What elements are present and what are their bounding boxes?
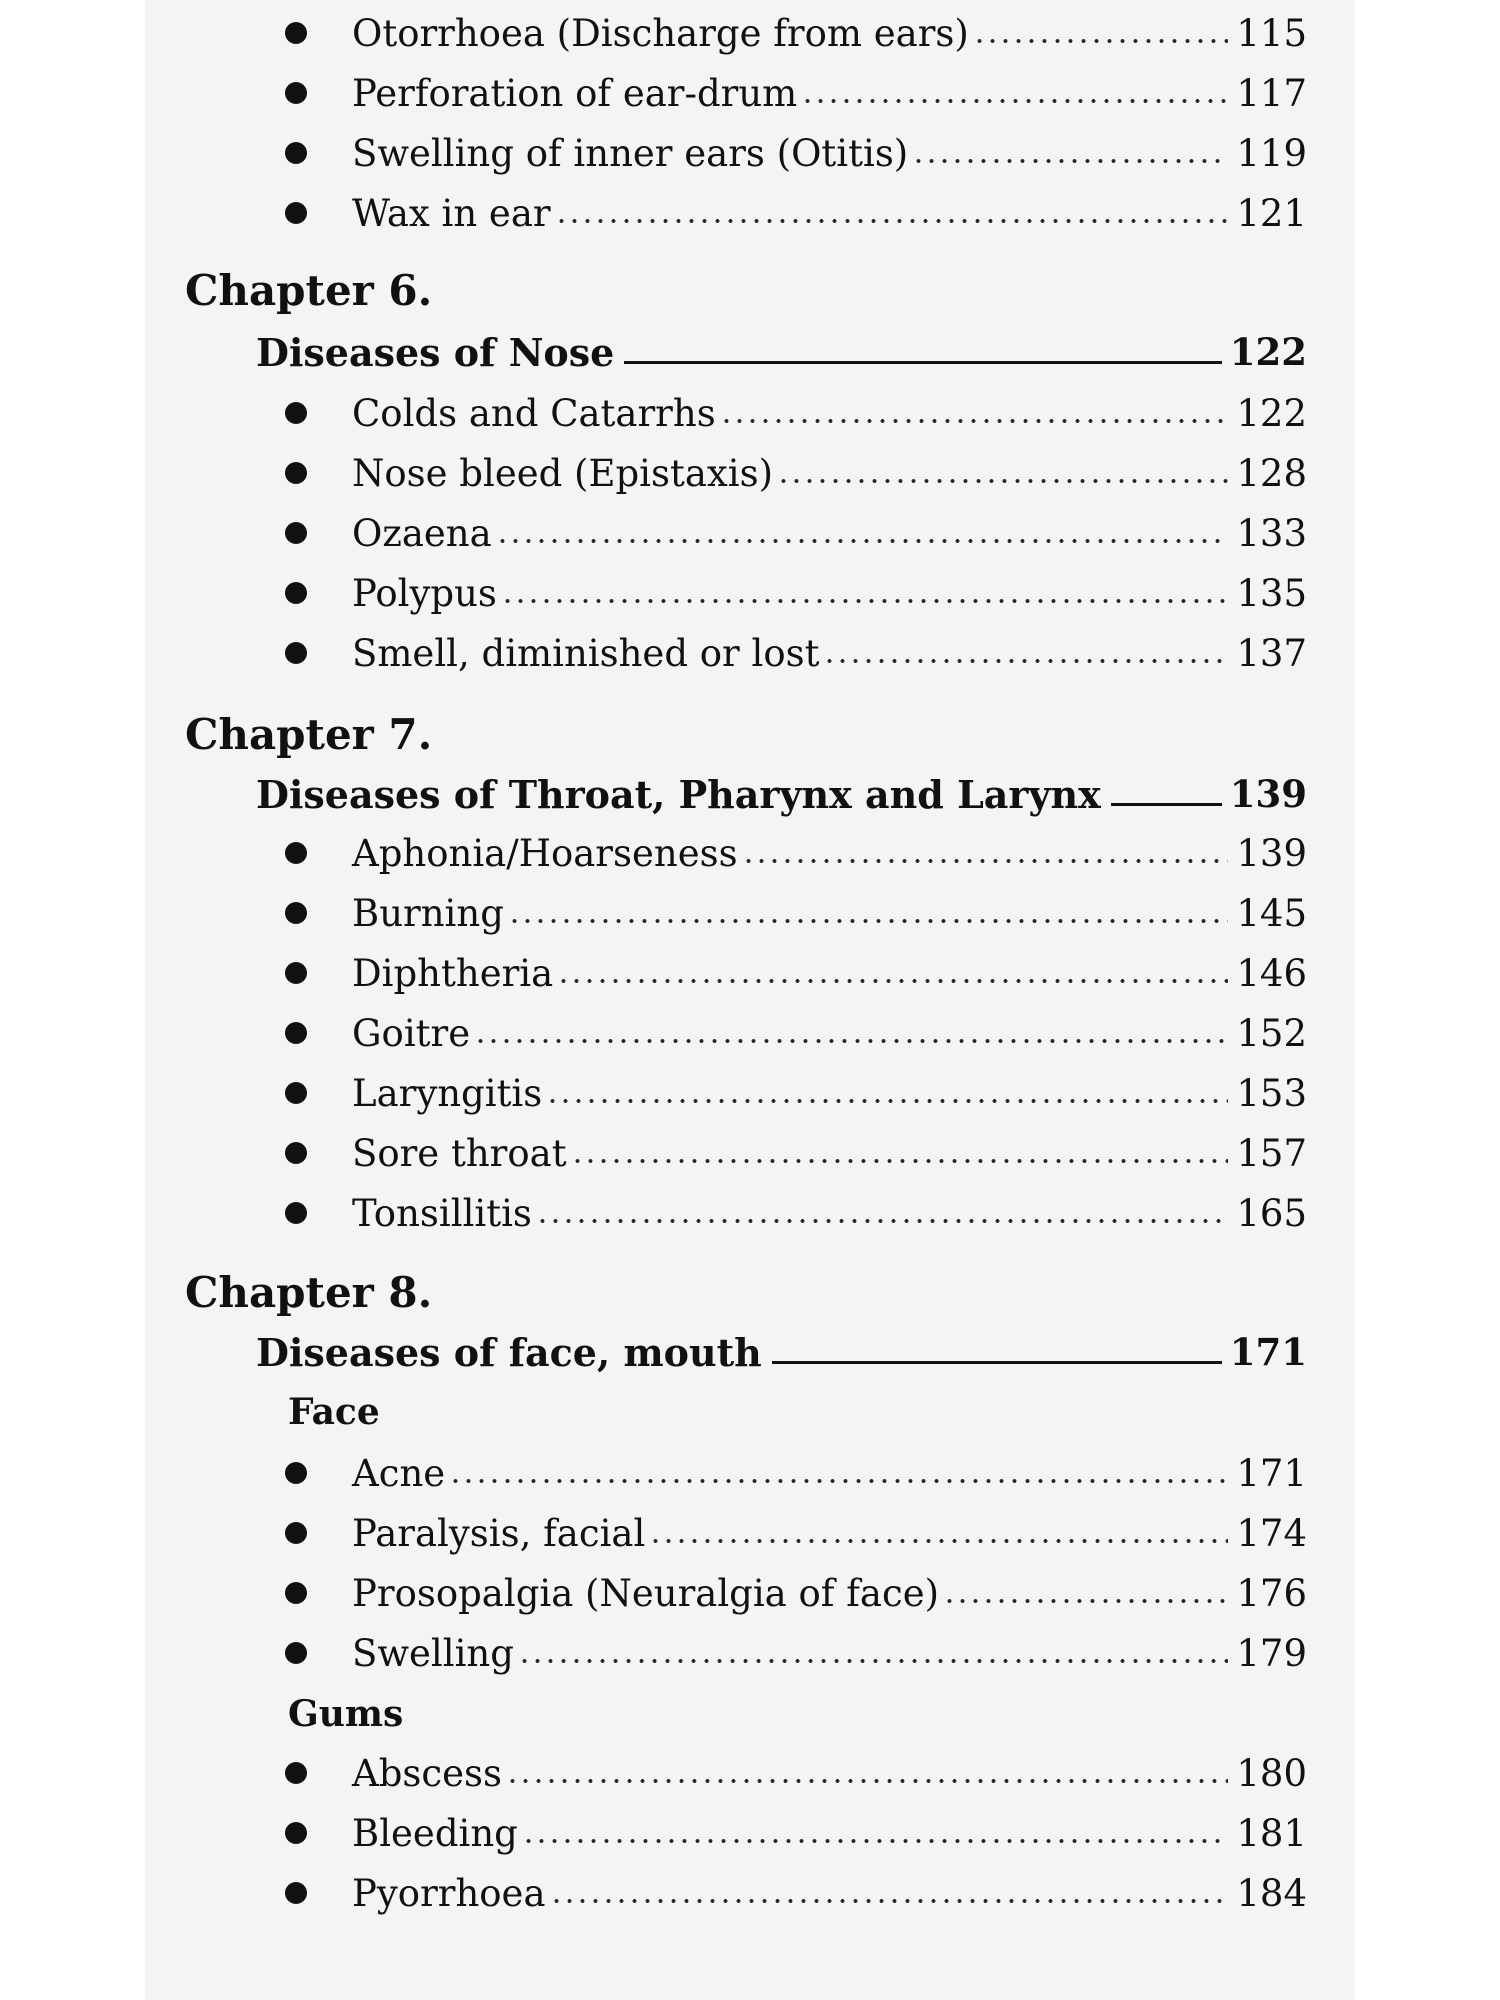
bullet-icon bbox=[285, 1022, 307, 1044]
dot-leader bbox=[555, 218, 1229, 224]
bullet-icon bbox=[285, 1522, 307, 1544]
dot-leader bbox=[973, 38, 1229, 44]
entry-page: 153 bbox=[1236, 1071, 1307, 1115]
entry-label: Goitre bbox=[352, 1011, 471, 1055]
dot-leader bbox=[777, 478, 1228, 484]
toc-entry bbox=[285, 1748, 1307, 1798]
dot-leader bbox=[801, 98, 1228, 104]
entry-page: 145 bbox=[1236, 891, 1307, 935]
toc-entry bbox=[285, 1068, 1307, 1118]
entry-page: 135 bbox=[1236, 571, 1307, 615]
toc-entry bbox=[285, 1128, 1307, 1178]
bullet-icon bbox=[285, 1582, 307, 1604]
dot-leader bbox=[742, 858, 1229, 864]
bullet-icon bbox=[285, 1822, 307, 1844]
dot-leader bbox=[912, 158, 1228, 164]
toc-entry bbox=[285, 1448, 1307, 1498]
bullet-icon bbox=[285, 1642, 307, 1664]
bullet-icon bbox=[285, 1202, 307, 1224]
dot-leader bbox=[449, 1478, 1228, 1484]
dot-leader bbox=[474, 1038, 1228, 1044]
bullet-icon bbox=[285, 842, 307, 864]
dot-leader bbox=[506, 1778, 1228, 1784]
bullet-icon bbox=[285, 1142, 307, 1164]
subsection-heading: Face bbox=[288, 1391, 380, 1433]
entry-page: 179 bbox=[1236, 1631, 1307, 1675]
entry-label: Perforation of ear-drum bbox=[352, 71, 798, 115]
entry-label: Prosopalgia (Neuralgia of face) bbox=[352, 1571, 940, 1615]
dot-leader bbox=[518, 1658, 1228, 1664]
entry-page: 117 bbox=[1236, 71, 1307, 115]
section-page: 139 bbox=[1229, 772, 1307, 816]
entry-label: Diphtheria bbox=[352, 951, 554, 995]
entry-label: Aphonia/Hoarseness bbox=[352, 831, 738, 875]
entry-label: Nose bleed (Epistaxis) bbox=[352, 451, 774, 495]
chapter-heading: Chapter 7. bbox=[185, 709, 433, 759]
toc-entry bbox=[285, 948, 1307, 998]
dot-leader bbox=[943, 1598, 1228, 1604]
entry-label: Tonsillitis bbox=[352, 1191, 532, 1235]
bullet-icon bbox=[285, 462, 307, 484]
entry-page: 184 bbox=[1236, 1871, 1307, 1915]
toc-entry bbox=[285, 1008, 1307, 1058]
chapter-heading: Chapter 6. bbox=[185, 265, 433, 315]
bullet-icon bbox=[285, 962, 307, 984]
toc-entry bbox=[285, 568, 1307, 618]
entry-label: Pyorrhoea bbox=[352, 1871, 546, 1915]
entry-page: 181 bbox=[1236, 1811, 1307, 1855]
toc-entry bbox=[285, 68, 1307, 118]
entry-label: Wax in ear bbox=[352, 191, 551, 235]
toc-entry bbox=[285, 1868, 1307, 1918]
dot-leader bbox=[550, 1898, 1229, 1904]
entry-page: 137 bbox=[1236, 631, 1307, 675]
dot-leader bbox=[557, 978, 1228, 984]
toc-entry bbox=[285, 128, 1307, 178]
entry-label: Abscess bbox=[352, 1751, 502, 1795]
entry-label: Otorrhoea (Discharge from ears) bbox=[352, 11, 969, 55]
entry-page: 146 bbox=[1236, 951, 1307, 995]
entry-page: 176 bbox=[1236, 1571, 1307, 1615]
entry-label: Paralysis, facial bbox=[352, 1511, 646, 1555]
dot-leader bbox=[501, 598, 1228, 604]
toc-entry bbox=[285, 1188, 1307, 1238]
entry-label: Smell, diminished or lost bbox=[352, 631, 820, 675]
entry-page: 174 bbox=[1236, 1511, 1307, 1555]
bullet-icon bbox=[285, 402, 307, 424]
toc-entry bbox=[285, 388, 1307, 438]
dot-leader bbox=[571, 1158, 1229, 1164]
bullet-icon bbox=[285, 522, 307, 544]
bullet-icon bbox=[285, 142, 307, 164]
entry-page: 157 bbox=[1236, 1131, 1307, 1175]
section-title: Diseases of face, mouth bbox=[256, 1329, 762, 1375]
section-title: Diseases of Nose bbox=[256, 329, 615, 375]
section-title: Diseases of Throat, Pharynx and Larynx bbox=[256, 771, 1101, 817]
bullet-icon bbox=[285, 1882, 307, 1904]
bullet-icon bbox=[285, 22, 307, 44]
toc-entry bbox=[285, 628, 1307, 678]
entry-page: 180 bbox=[1236, 1751, 1307, 1795]
bullet-icon bbox=[285, 642, 307, 664]
entry-page: 152 bbox=[1236, 1011, 1307, 1055]
toc-entry bbox=[285, 1808, 1307, 1858]
entry-page: 121 bbox=[1236, 191, 1307, 235]
entry-page: 119 bbox=[1236, 131, 1307, 175]
section-page: 122 bbox=[1229, 330, 1307, 374]
entry-label: Ozaena bbox=[352, 511, 492, 555]
bullet-icon bbox=[285, 902, 307, 924]
bullet-icon bbox=[285, 1762, 307, 1784]
toc-entry bbox=[285, 1628, 1307, 1678]
entry-label: Sore throat bbox=[352, 1131, 567, 1175]
bullet-icon bbox=[285, 202, 307, 224]
entry-label: Burning bbox=[352, 891, 504, 935]
toc-entry bbox=[285, 828, 1307, 878]
section-rule bbox=[624, 361, 1221, 364]
dot-leader bbox=[536, 1218, 1228, 1224]
entry-label: Swelling of inner ears (Otitis) bbox=[352, 131, 909, 175]
section-page: 171 bbox=[1229, 1330, 1307, 1374]
dot-leader bbox=[720, 418, 1229, 424]
chapter-heading: Chapter 8. bbox=[185, 1267, 433, 1317]
entry-label: Acne bbox=[352, 1451, 446, 1495]
entry-label: Bleeding bbox=[352, 1811, 518, 1855]
dot-leader bbox=[496, 538, 1229, 544]
bullet-icon bbox=[285, 1462, 307, 1484]
section-rule bbox=[772, 1361, 1222, 1364]
toc-entry bbox=[285, 1568, 1307, 1618]
entry-page: 139 bbox=[1236, 831, 1307, 875]
dot-leader bbox=[508, 918, 1228, 924]
bullet-icon bbox=[285, 82, 307, 104]
dot-leader bbox=[522, 1838, 1229, 1844]
toc-entry bbox=[285, 448, 1307, 498]
toc-entry bbox=[285, 888, 1307, 938]
entry-label: Swelling bbox=[352, 1631, 514, 1675]
entry-page: 171 bbox=[1236, 1451, 1307, 1495]
bullet-icon bbox=[285, 582, 307, 604]
toc-entry bbox=[285, 8, 1307, 58]
section-rule bbox=[1111, 803, 1222, 806]
section-heading bbox=[256, 768, 1307, 820]
entry-page: 133 bbox=[1236, 511, 1307, 555]
entry-label: Polypus bbox=[352, 571, 497, 615]
subsection-heading: Gums bbox=[288, 1693, 404, 1735]
entry-page: 115 bbox=[1236, 11, 1307, 55]
toc-entry bbox=[285, 508, 1307, 558]
entry-page: 165 bbox=[1236, 1191, 1307, 1235]
entry-label: Colds and Catarrhs bbox=[352, 391, 716, 435]
bullet-icon bbox=[285, 1082, 307, 1104]
entry-label: Laryngitis bbox=[352, 1071, 543, 1115]
section-heading bbox=[256, 1326, 1307, 1378]
entry-page: 128 bbox=[1236, 451, 1307, 495]
dot-leader bbox=[546, 1098, 1228, 1104]
toc-entry bbox=[285, 1508, 1307, 1558]
dot-leader bbox=[823, 658, 1228, 664]
section-heading bbox=[256, 326, 1307, 378]
toc-entry bbox=[285, 188, 1307, 238]
dot-leader bbox=[649, 1538, 1228, 1544]
entry-page: 122 bbox=[1236, 391, 1307, 435]
